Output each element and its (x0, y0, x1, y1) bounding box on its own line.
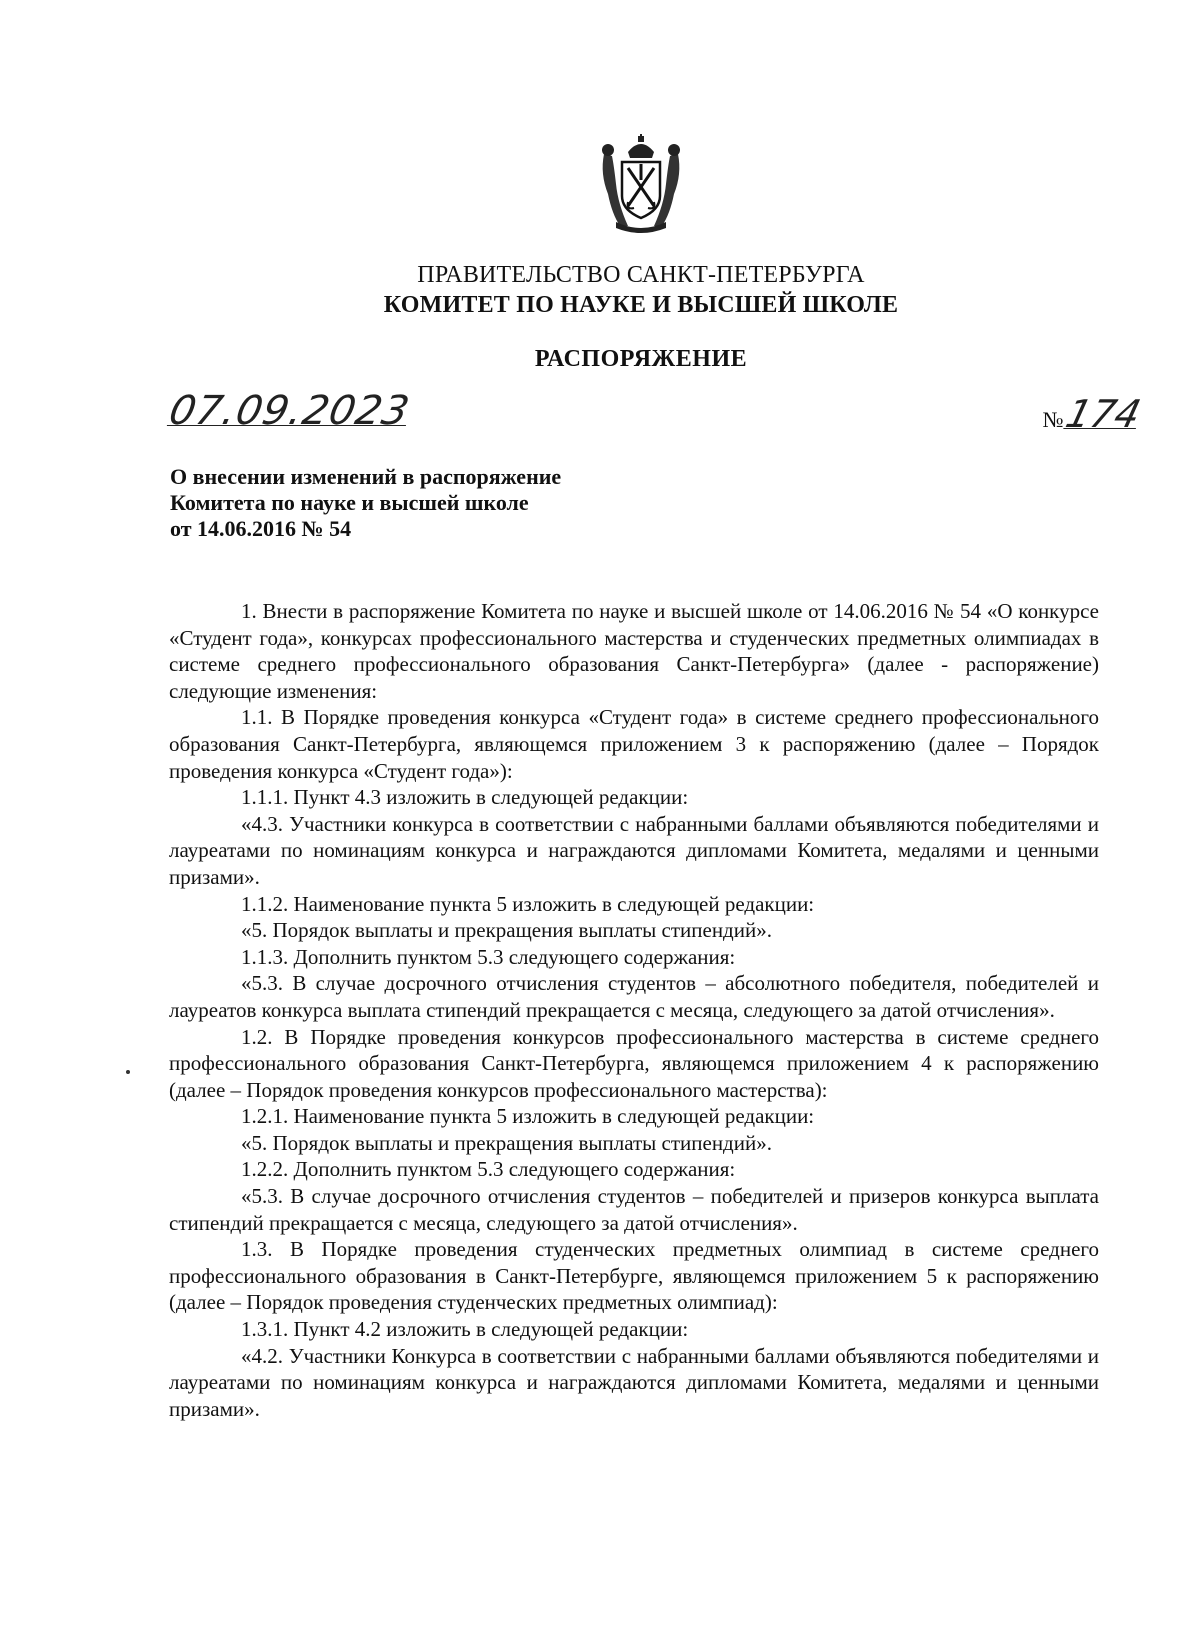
paragraph: 1.1.3. Дополнить пунктом 5.3 следующего содержания: (241, 944, 736, 969)
coat-of-arms-icon (598, 134, 684, 234)
document-number: 174 (1061, 392, 1146, 436)
paragraph: «5. Порядок выплаты и прекращения выплаты стипендий». (241, 1130, 772, 1155)
paragraph: 1.1.1. Пункт 4.3 изложить в следующей редакции: (241, 785, 689, 810)
document-subject (170, 464, 561, 542)
paragraph: «5.3. В случае досрочного отчисления студентов – абсолютного победителя, победителей и лауреатов конкурса выплата стипендий прекращается с месяца, следующего за датой отчисления». (169, 971, 1099, 1022)
scan-dot (126, 1070, 130, 1074)
document-date: 07.09.2023 (165, 388, 414, 434)
document-type: РАСПОРЯЖЕНИЕ (534, 346, 748, 372)
paragraph: 1.2. В Порядке проведения конкурсов профессионального мастерства в системе среднего профессионального образования Санкт-Петербурга, являющемся приложением 4 к распоряжению (далее – Порядок проведения конкурсов профессионального мастерства): (169, 1024, 1099, 1102)
paragraph: 1.1.2. Наименование пункта 5 изложить в следующей редакции: (241, 891, 815, 916)
paragraph: «5. Порядок выплаты и прекращения выплаты стипендий». (241, 918, 772, 943)
document-body (169, 598, 1099, 1422)
document-number-block (1042, 392, 1146, 436)
paragraph: 1.1. В Порядке проведения конкурса «Студент года» в системе среднего профессионального образования Санкт-Петербурга, являющемся приложением 3 к распоряжению (далее – Порядок проведения конкурса «Студент года»): (169, 705, 1099, 783)
government-name: ПРАВИТЕЛЬСТВО САНКТ-ПЕТЕРБУРГА (417, 262, 865, 288)
paragraph: «5.3. В случае досрочного отчисления студентов – победителей и призеров конкурса выплата стипендий прекращается с месяца, следующего за датой отчисления». (169, 1184, 1099, 1235)
paragraph: 1. Внести в распоряжение Комитета по науке и высшей школе от 14.06.2016 № 54 «О конкурсе «Студент года», конкурсах профессионального мастерства и студенческих предметных олимпиадах в системе среднего профессионального образования Санкт-Петербурга» (далее - распоряжение) следующие изменения: (169, 599, 1099, 703)
subject-line: Комитета по науке и высшей школе (170, 490, 529, 515)
number-sign: № (1042, 407, 1064, 432)
paragraph: 1.2.2. Дополнить пунктом 5.3 следующего содержания: (241, 1157, 736, 1182)
paragraph: 1.2.1. Наименование пункта 5 изложить в следующей редакции: (241, 1104, 815, 1129)
subject-line: от 14.06.2016 № 54 (170, 516, 352, 541)
paragraph: «4.3. Участники конкурса в соответствии с набранными баллами объявляются победителями и лауреатами по номинациям конкурса и награждаются дипломами Комитета, медалями и ценными призами». (169, 811, 1099, 889)
paragraph: 1.3.1. Пункт 4.2 изложить в следующей редакции: (241, 1317, 689, 1342)
subject-line: О внесении изменений в распоряжение (170, 464, 562, 489)
committee-name: КОМИТЕТ ПО НАУКЕ И ВЫСШЕЙ ШКОЛЕ (383, 292, 899, 318)
paragraph: 1.3. В Порядке проведения студенческих предметных олимпиад в системе среднего профессионального образования в Санкт-Петербурге, являющемся приложением 5 к распоряжению (далее – Порядок проведения студенческих предметных олимпиад): (169, 1237, 1099, 1315)
paragraph: «4.2. Участники Конкурса в соответствии с набранными баллами объявляются победителями и лауреатами по номинациям конкурса и награждаются дипломами Комитета, медалями и ценными призами». (169, 1343, 1099, 1421)
